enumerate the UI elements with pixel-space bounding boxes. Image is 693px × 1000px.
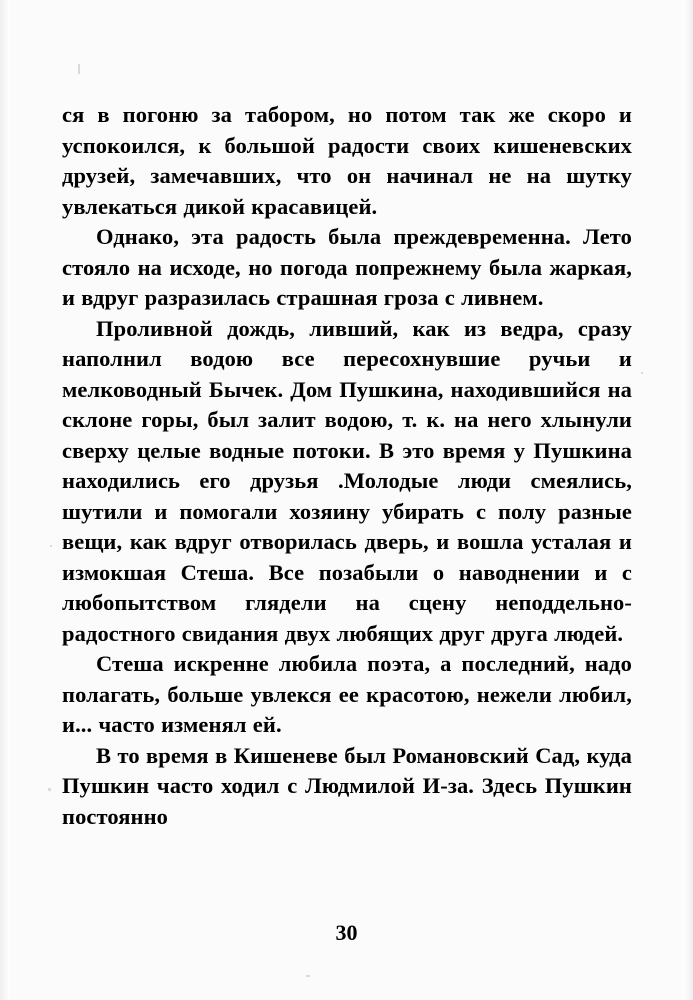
scan-speck — [306, 975, 310, 977]
page-number: 30 — [335, 920, 358, 945]
body-paragraph: В то время в Кишеневе был Романовский Сад, куда Пушкин часто ходил с Людмилой И-за. Здесь Пушкин постоянно — [62, 742, 632, 829]
scan-speck — [50, 545, 52, 547]
page-right-edge-shadow — [683, 0, 693, 1000]
body-paragraph: Однако, эта радость была преждевременна. Лето стояло на исходе, но погода попрежнему была жаркая, и вдруг разразилась страшная гроза с ливнем. — [62, 224, 632, 310]
body-paragraph: Стеша искренне любила поэта, а последний, надо полагать, больше увлекся ее красотою, нежели любил, и... часто изменял ей. — [62, 651, 632, 737]
scan-speck — [48, 788, 51, 791]
scan-speck — [78, 64, 80, 74]
page-text-block — [62, 100, 632, 832]
scan-speck — [641, 372, 643, 374]
body-paragraph: ся в погоню за табором, но потом так же скоро и успокоился, к большой радости своих кишеневских друзей, замечавших, что он начинал не на шутку увлекаться дикой красавицей. — [62, 102, 632, 219]
page-left-edge-shadow — [0, 0, 10, 1000]
body-paragraph: Проливной дождь, ливший, как из ведра, сразу наполнил водою все пересохнувшие ручьи и мелководный Бычек. Дом Пушкина, находившийся на склоне горы, был залит водою, т. к. на него хлынули сверху целые водные потоки. В это время у Пушкина находились его друзья .Молодые люди смеялись, шутили и помогали хозяину убирать с полу разные вещи, как вдруг отворилась дверь, и вошла усталая и измокшая Стеша. Все позабыли о наводнении и с любопытством глядели на сцену неподдельно-радостного свидания двух любящих друг друга людей. — [62, 315, 632, 646]
